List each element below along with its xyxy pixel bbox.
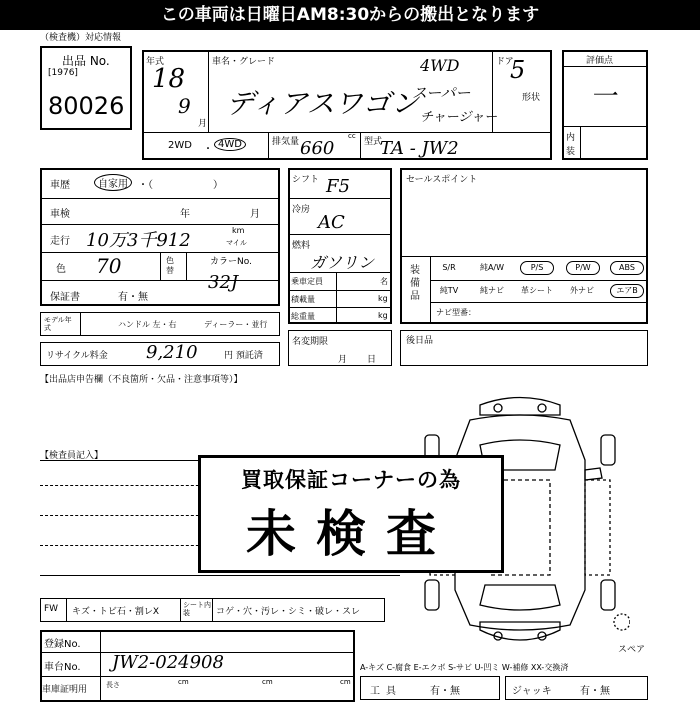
lot-small-number: [1976] (48, 68, 78, 78)
model-label: 型式 (364, 137, 383, 147)
garage-cm-2: cm (262, 678, 273, 686)
tools-options: 有・無 (430, 686, 460, 697)
lot-label: 出品 No. (62, 54, 110, 68)
lot-number: 80026 (48, 92, 125, 120)
shift-value: F5 (326, 176, 350, 197)
header-note: （検査機）対応情報 (40, 33, 122, 43)
recycle-label: リサイクル料金 (46, 351, 108, 361)
stamp-line-1: 買取保証コーナーの為 (241, 468, 461, 492)
inspection-label: 車検 (50, 209, 70, 220)
name-change-unit: 月日 (338, 355, 397, 365)
inspection-year: 年 (180, 209, 190, 220)
damage-legend: A-キズ C-腐食 E-エクボ S-サビ U-凹ミ W-補修 XX-交換済 (360, 663, 569, 672)
color-label: 色 (56, 264, 66, 275)
dealer-options: ディーラー・並行 (204, 320, 268, 329)
not-inspected-stamp (198, 455, 504, 573)
jack-label: ジャッキ (512, 686, 552, 697)
chassis-value: JW2-024908 (112, 652, 224, 673)
equipment-label: 装備品 (410, 265, 420, 302)
handle-options: ハンドル 左・右 (118, 320, 177, 329)
equip-abs: ABS (610, 261, 644, 275)
warranty-label: 保証書 (50, 292, 80, 303)
tools-label: 工具 (370, 686, 402, 697)
equip-sr: S/R (442, 263, 456, 272)
equip-airbag: エアB (610, 284, 644, 298)
mileage-value: 10万3千912 (86, 230, 191, 251)
garage-cm-1: cm (178, 678, 189, 686)
load-unit: kg (378, 294, 388, 303)
drive-2wd: 2WD (168, 140, 192, 151)
equip-alloy-wheel: 純A/W (479, 263, 505, 272)
garage-label: 車庫証明用 (42, 685, 88, 695)
capacity-label: 乗車定員 (291, 277, 323, 286)
chassis-label: 車台No. (44, 662, 81, 673)
month-value: 9 (178, 94, 191, 118)
stamp-line-2: 未検査 (246, 504, 456, 563)
mileage-label: 走行 (50, 236, 70, 247)
lot-box (40, 46, 132, 130)
drive-4wd: 4WD (214, 138, 246, 151)
interior-label-1: 内 (566, 133, 576, 143)
name-change-label: 名変期限 (292, 337, 329, 347)
sales-point-box (400, 168, 648, 324)
fw-label: FW (44, 604, 59, 614)
history-value: 自家用 (94, 174, 132, 191)
inspector-label: 【検査員記入】 (40, 451, 104, 461)
garage-length: 長さ (106, 681, 120, 689)
equip-tv: 純TV (439, 286, 459, 295)
interior-label-2: 装 (566, 147, 576, 157)
recycle-unit: 円 預託済 (224, 351, 263, 361)
month-unit: 月 (198, 119, 208, 129)
garage-cm-3: cm (340, 678, 351, 686)
model-year-label: モデル年式 (44, 316, 72, 332)
grade-line1: 4WD (420, 56, 460, 75)
gross-unit: kg (378, 311, 388, 320)
displacement-unit: cc (348, 132, 356, 140)
mileage-unit-mile: マイル (226, 239, 247, 247)
car-label: 車名・グレード (212, 57, 276, 67)
equip-navi: 純ナビ (480, 286, 504, 295)
navi-model-label: ナビ型番： (436, 308, 476, 317)
color-value: 70 (96, 254, 122, 278)
jack-options: 有・無 (580, 686, 610, 697)
seller-note-label: 【出品店申告欄（不良箇所・欠品・注意事項等）】 (40, 375, 243, 385)
equip-power-steering: P/S (520, 261, 554, 275)
equip-external-navi: 外ナビ (570, 286, 594, 295)
displacement-value: 660 (300, 138, 335, 159)
sales-point-label: セールスポイント (406, 175, 478, 185)
colorno-label: カラーNo. (210, 257, 252, 267)
ac-label: 冷房 (292, 205, 311, 215)
rear-items-box (400, 330, 648, 366)
car-name: ディアスワゴン (226, 87, 419, 120)
spare-label: スペア (618, 645, 646, 655)
ac-value: AC (318, 212, 345, 233)
equip-power-window: P/W (566, 261, 600, 275)
history-extra: ・（ ） (138, 180, 223, 191)
eval-value: 一 (590, 82, 617, 112)
eval-label: 評価点 (586, 56, 614, 66)
recycle-value: 9,210 (146, 342, 198, 363)
displacement-label: 排気量 (272, 137, 300, 147)
gross-label: 総重量 (291, 312, 315, 321)
grade-line2: スーパー (412, 84, 471, 102)
model-value: TA - JW2 (380, 138, 459, 159)
seat-text: コゲ・穴・汚レ・シミ・破レ・スレ (216, 607, 361, 617)
reg-label: 登録No. (44, 639, 81, 650)
colorno-value: 32J (208, 272, 239, 293)
rear-items-label: 後日品 (406, 336, 434, 346)
door-value: 5 (510, 56, 526, 84)
load-label: 積載量 (291, 295, 315, 304)
mileage-unit-km: km (232, 226, 245, 235)
fuel-label: 燃料 (292, 241, 311, 251)
door-label: ドア (496, 57, 514, 67)
year-label: 年式 (146, 57, 165, 67)
warranty-options: 有・無 (118, 292, 148, 303)
capacity-unit: 名 (380, 277, 388, 286)
grade-line3: チャージャー (420, 110, 498, 125)
equip-leather-seat: 革シート (521, 286, 553, 295)
shift-label: シフト (292, 175, 320, 185)
drive-separator: ・ (203, 144, 213, 155)
color-change-label: 色替 (166, 256, 174, 275)
shape-label: 形状 (522, 93, 541, 103)
top-banner (0, 0, 700, 30)
fuel-value: ガソリン (310, 253, 375, 272)
year-value: 18 (152, 64, 186, 94)
inspection-month: 月 (250, 209, 260, 220)
banner-text: この車両は日曜日AM8:30からの搬出となります (160, 5, 540, 25)
history-label: 車歴 (50, 180, 70, 191)
fw-text: キズ・トビ石・割レX (72, 607, 159, 617)
seat-label: シート内装 (183, 601, 211, 617)
